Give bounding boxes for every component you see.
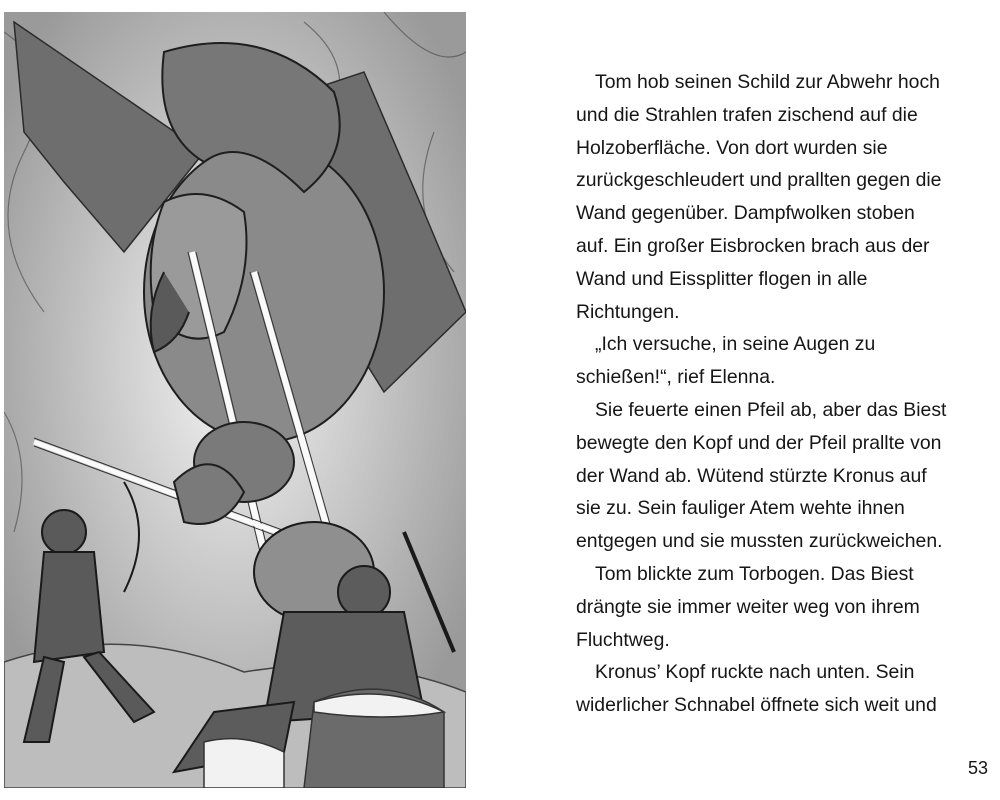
text-line: Fluchtweg. bbox=[576, 628, 670, 651]
paragraph bbox=[576, 66, 996, 328]
paragraph bbox=[576, 656, 996, 722]
text-line: Richtungen. bbox=[576, 300, 680, 323]
text-line: entgegen und sie mussten zurückweichen. bbox=[576, 530, 943, 553]
text-line: „Ich versuche, in seine Augen zu bbox=[595, 333, 876, 356]
text-line: der Wand ab. Wütend stürzte Kronus auf bbox=[576, 464, 927, 487]
text-line: widerlicher Schnabel öffnete sich weit und bbox=[576, 694, 937, 717]
text-line: Wand und Eissplitter flogen in alle bbox=[576, 267, 868, 290]
text-line: Kronus’ Kopf ruckte nach unten. Sein bbox=[595, 661, 915, 684]
text-line: zurückgeschleudert und prallten gegen die bbox=[576, 169, 942, 192]
text-line: Holzoberfläche. Von dort wurden sie bbox=[576, 136, 888, 159]
text-line: schießen!“, rief Elenna. bbox=[576, 366, 776, 389]
text-line: Wand gegenüber. Dampfwolken stoben bbox=[576, 202, 915, 225]
story-text bbox=[576, 66, 996, 722]
illustration-drawing bbox=[4, 12, 466, 788]
paragraph bbox=[576, 558, 996, 656]
text-line: Sie feuerte einen Pfeil ab, aber das Biest bbox=[595, 398, 947, 421]
text-line: und die Strahlen trafen zischend auf die bbox=[576, 103, 918, 126]
text-line: drängte sie immer weiter weg von ihrem bbox=[576, 595, 920, 618]
paragraph bbox=[576, 394, 996, 558]
paragraph bbox=[576, 328, 996, 394]
text-line: Tom hob seinen Schild zur Abwehr hoch bbox=[595, 71, 940, 93]
text-line: Tom blickte zum Torbogen. Das Biest bbox=[595, 562, 914, 585]
text-line: auf. Ein großer Eisbrocken brach aus der bbox=[576, 234, 930, 257]
text-line: bewegte den Kopf und der Pfeil prallte von bbox=[576, 431, 942, 454]
illustration bbox=[4, 12, 466, 788]
text-line: sie zu. Sein fauliger Atem wehte ihnen bbox=[576, 497, 905, 520]
page-number: 53 bbox=[968, 758, 989, 778]
